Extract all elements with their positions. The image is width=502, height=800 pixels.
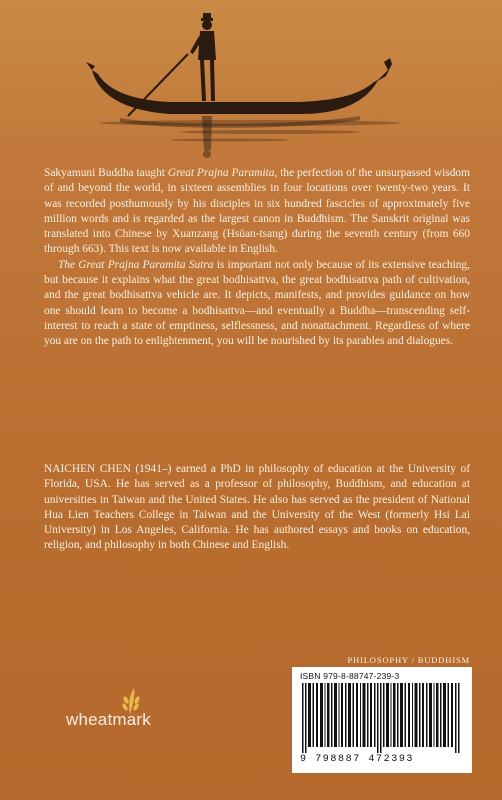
category-label: PHILOSOPHY / BUDDHISM [347, 655, 470, 665]
description-paragraph-1 [44, 166, 470, 258]
gondola-illustration [0, 0, 502, 160]
isbn-barcode-box [292, 667, 472, 773]
barcode [300, 683, 464, 753]
book-description [44, 166, 470, 350]
isbn-label: ISBN 979-8-88747-239-3 [300, 671, 400, 681]
author-bio: NAICHEN CHEN (1941–) earned a PhD in philosophy of education at the University of Florida, USA. He has served as a professor of philosophy, Buddhism, and education at universities in Taiwan and the United States. He also has served as the president of National Hua Lien Teachers College in Taiwan and the University of the West (formerly Hsi Lai University) in Los Angeles, California. He has authored essays and books on education, religion, and philosophy in both Chinese and English. [44, 463, 470, 552]
book-title-italic: Great Prajna Paramita [167, 167, 275, 179]
publisher-logo [66, 686, 176, 736]
isbn-digits: 9 798887 472393 [300, 754, 415, 765]
description-text: is important not only because of its extensive teaching, but because it explains what the great bodhisattva, the great bodhisattva path of cultivation, and the great bodhisattva vehicle are. It depicts, manifests, and provides guidance on how one should learn to become a bodhisattva—and eventually a Buddha—transcending self-interest to reach a state of emptiness, selflessness, and nonattachment. Regardless of where you are on the path to enlightenment, you will be nourished by its parables and dialogues. [44, 258, 470, 348]
description-text: Sakyamuni Buddha taught [44, 167, 168, 179]
description-paragraph-2 [44, 258, 470, 350]
description-text: , the perfection of the unsurpassed wisdom of and beyond the world, in sixteen assemblies in four locations over twenty-two years. It was recorded posthumously by his disciples in six hundred fascicles of approximately five million words and is regarded as the largest canon in Buddhism. The Sanskrit original was translated into Chinese by Xuanzang (Hsüan-tsang) during the seventh century (from 660 through 663). This text is now available in English. [44, 167, 470, 256]
book-title-italic: The Great Prajna Paramita Sutra [58, 258, 214, 271]
publisher-logo-text: wheatmark [66, 710, 151, 729]
